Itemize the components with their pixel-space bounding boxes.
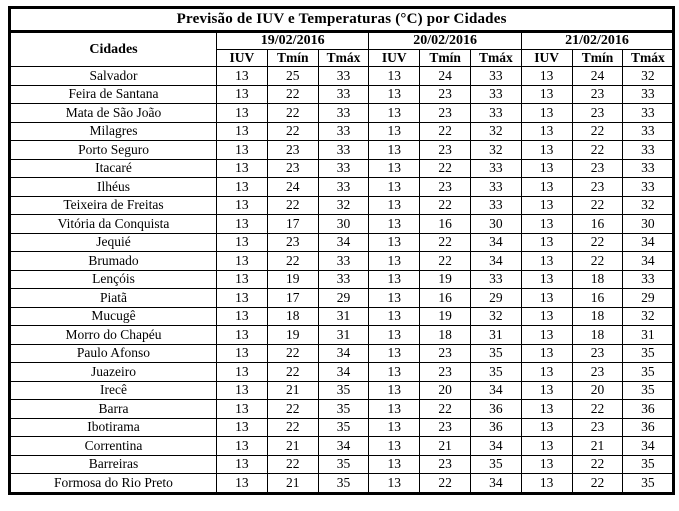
value-cell: 29 [470, 289, 521, 308]
value-cell: 13 [521, 326, 572, 345]
city-cell: Barra [10, 400, 217, 419]
value-cell: 22 [572, 122, 623, 141]
tmax-header: Tmáx [318, 50, 369, 67]
value-cell: 33 [470, 196, 521, 215]
city-cell: Porto Seguro [10, 141, 217, 160]
value-cell: 21 [267, 437, 318, 456]
value-cell: 13 [521, 400, 572, 419]
value-cell: 13 [217, 215, 268, 234]
value-cell: 13 [369, 307, 420, 326]
value-cell: 13 [217, 474, 268, 494]
city-cell: Vitória da Conquista [10, 215, 217, 234]
title-row [10, 8, 674, 32]
table-row [10, 215, 674, 234]
value-cell: 31 [318, 307, 369, 326]
value-cell: 13 [369, 474, 420, 494]
table-row [10, 141, 674, 160]
value-cell: 36 [470, 418, 521, 437]
value-cell: 32 [623, 196, 674, 215]
value-cell: 23 [572, 85, 623, 104]
table-row [10, 455, 674, 474]
value-cell: 13 [521, 455, 572, 474]
value-cell: 33 [470, 178, 521, 197]
value-cell: 13 [217, 270, 268, 289]
city-cell: Barreiras [10, 455, 217, 474]
value-cell: 13 [369, 252, 420, 271]
value-cell: 22 [267, 85, 318, 104]
value-cell: 13 [369, 437, 420, 456]
city-cell: Mucugê [10, 307, 217, 326]
value-cell: 35 [470, 344, 521, 363]
value-cell: 30 [623, 215, 674, 234]
city-cell: Ibotirama [10, 418, 217, 437]
city-cell: Correntina [10, 437, 217, 456]
value-cell: 16 [572, 289, 623, 308]
value-cell: 34 [470, 474, 521, 494]
value-cell: 13 [217, 400, 268, 419]
tmin-header: Tmín [267, 50, 318, 67]
value-cell: 13 [521, 215, 572, 234]
value-cell: 13 [217, 437, 268, 456]
value-cell: 13 [217, 344, 268, 363]
value-cell: 35 [470, 455, 521, 474]
value-cell: 13 [369, 400, 420, 419]
value-cell: 16 [420, 215, 471, 234]
value-cell: 33 [623, 104, 674, 123]
value-cell: 34 [470, 381, 521, 400]
value-cell: 23 [420, 141, 471, 160]
value-cell: 35 [318, 474, 369, 494]
table-row [10, 104, 674, 123]
table-row [10, 400, 674, 419]
value-cell: 32 [318, 196, 369, 215]
table-row [10, 159, 674, 178]
value-cell: 33 [623, 270, 674, 289]
value-cell: 13 [217, 307, 268, 326]
tmax-header: Tmáx [470, 50, 521, 67]
value-cell: 13 [369, 122, 420, 141]
value-cell: 23 [572, 178, 623, 197]
value-cell: 18 [572, 270, 623, 289]
value-cell: 18 [572, 326, 623, 345]
value-cell: 13 [369, 326, 420, 345]
table-row [10, 67, 674, 86]
value-cell: 13 [521, 437, 572, 456]
table-row [10, 289, 674, 308]
value-cell: 23 [267, 159, 318, 178]
value-cell: 23 [420, 363, 471, 382]
value-cell: 33 [470, 159, 521, 178]
value-cell: 13 [369, 104, 420, 123]
city-cell: Formosa do Rio Preto [10, 474, 217, 494]
value-cell: 35 [623, 344, 674, 363]
value-cell: 22 [420, 252, 471, 271]
value-cell: 22 [420, 474, 471, 494]
value-cell: 13 [369, 233, 420, 252]
value-cell: 13 [217, 85, 268, 104]
value-cell: 35 [470, 363, 521, 382]
value-cell: 13 [369, 85, 420, 104]
value-cell: 33 [318, 178, 369, 197]
tmin-header: Tmín [420, 50, 471, 67]
city-cell: Paulo Afonso [10, 344, 217, 363]
value-cell: 21 [267, 381, 318, 400]
value-cell: 35 [623, 363, 674, 382]
value-cell: 33 [470, 67, 521, 86]
value-cell: 30 [318, 215, 369, 234]
value-cell: 35 [318, 455, 369, 474]
city-cell: Jequié [10, 233, 217, 252]
value-cell: 13 [521, 307, 572, 326]
value-cell: 13 [369, 363, 420, 382]
value-cell: 17 [267, 289, 318, 308]
city-cell: Irecê [10, 381, 217, 400]
value-cell: 13 [369, 270, 420, 289]
table-row [10, 437, 674, 456]
value-cell: 25 [267, 67, 318, 86]
value-cell: 36 [623, 400, 674, 419]
table-row [10, 344, 674, 363]
value-cell: 22 [420, 159, 471, 178]
value-cell: 22 [267, 400, 318, 419]
value-cell: 23 [572, 159, 623, 178]
value-cell: 22 [267, 344, 318, 363]
city-cell: Milagres [10, 122, 217, 141]
table-row [10, 474, 674, 494]
value-cell: 24 [572, 67, 623, 86]
table-row [10, 418, 674, 437]
city-column-header: Cidades [10, 32, 217, 67]
value-cell: 23 [420, 104, 471, 123]
table-row [10, 381, 674, 400]
city-cell: Juazeiro [10, 363, 217, 382]
value-cell: 13 [217, 252, 268, 271]
forecast-table-container [8, 6, 675, 495]
value-cell: 34 [623, 233, 674, 252]
value-cell: 35 [623, 474, 674, 494]
value-cell: 13 [369, 159, 420, 178]
value-cell: 13 [369, 344, 420, 363]
value-cell: 22 [420, 400, 471, 419]
value-cell: 13 [369, 196, 420, 215]
value-cell: 13 [521, 381, 572, 400]
value-cell: 13 [217, 363, 268, 382]
value-cell: 23 [572, 104, 623, 123]
value-cell: 33 [318, 159, 369, 178]
value-cell: 13 [369, 215, 420, 234]
value-cell: 34 [318, 233, 369, 252]
value-cell: 13 [521, 141, 572, 160]
city-cell: Teixeira de Freitas [10, 196, 217, 215]
value-cell: 13 [369, 418, 420, 437]
value-cell: 33 [318, 67, 369, 86]
city-cell: Itacaré [10, 159, 217, 178]
value-cell: 33 [470, 85, 521, 104]
value-cell: 22 [572, 196, 623, 215]
value-cell: 23 [267, 141, 318, 160]
value-cell: 18 [572, 307, 623, 326]
value-cell: 13 [217, 122, 268, 141]
date-header-row [10, 32, 674, 50]
value-cell: 23 [572, 418, 623, 437]
value-cell: 34 [623, 437, 674, 456]
value-cell: 13 [369, 67, 420, 86]
value-cell: 34 [470, 437, 521, 456]
value-cell: 13 [521, 122, 572, 141]
value-cell: 21 [572, 437, 623, 456]
value-cell: 22 [572, 141, 623, 160]
value-cell: 32 [470, 307, 521, 326]
value-cell: 35 [318, 381, 369, 400]
value-cell: 20 [572, 381, 623, 400]
value-cell: 34 [623, 252, 674, 271]
iuv-header: IUV [217, 50, 268, 67]
value-cell: 22 [572, 474, 623, 494]
value-cell: 13 [369, 381, 420, 400]
city-cell: Ilhéus [10, 178, 217, 197]
value-cell: 22 [572, 400, 623, 419]
date-header-1: 19/02/2016 [217, 32, 369, 50]
value-cell: 34 [318, 437, 369, 456]
table-row [10, 270, 674, 289]
value-cell: 36 [470, 400, 521, 419]
value-cell: 32 [470, 141, 521, 160]
city-cell: Brumado [10, 252, 217, 271]
value-cell: 13 [521, 104, 572, 123]
value-cell: 18 [267, 307, 318, 326]
value-cell: 23 [267, 233, 318, 252]
table-row [10, 326, 674, 345]
value-cell: 22 [267, 104, 318, 123]
table-row [10, 196, 674, 215]
value-cell: 33 [318, 122, 369, 141]
value-cell: 13 [217, 141, 268, 160]
value-cell: 13 [217, 381, 268, 400]
value-cell: 13 [369, 455, 420, 474]
value-cell: 30 [470, 215, 521, 234]
value-cell: 22 [420, 233, 471, 252]
value-cell: 33 [318, 252, 369, 271]
table-row [10, 252, 674, 271]
value-cell: 29 [623, 289, 674, 308]
tmax-header: Tmáx [623, 50, 674, 67]
value-cell: 13 [521, 159, 572, 178]
value-cell: 13 [217, 159, 268, 178]
value-cell: 35 [318, 418, 369, 437]
value-cell: 13 [217, 196, 268, 215]
value-cell: 13 [521, 233, 572, 252]
value-cell: 13 [217, 455, 268, 474]
value-cell: 34 [318, 363, 369, 382]
value-cell: 23 [420, 455, 471, 474]
value-cell: 24 [420, 67, 471, 86]
value-cell: 22 [572, 233, 623, 252]
city-cell: Morro do Chapéu [10, 326, 217, 345]
value-cell: 19 [420, 307, 471, 326]
value-cell: 32 [623, 307, 674, 326]
iuv-header: IUV [369, 50, 420, 67]
value-cell: 22 [420, 122, 471, 141]
value-cell: 13 [521, 252, 572, 271]
value-cell: 19 [267, 326, 318, 345]
value-cell: 13 [521, 67, 572, 86]
value-cell: 23 [572, 344, 623, 363]
value-cell: 13 [521, 344, 572, 363]
value-cell: 36 [623, 418, 674, 437]
value-cell: 22 [267, 363, 318, 382]
value-cell: 33 [623, 85, 674, 104]
value-cell: 21 [267, 474, 318, 494]
value-cell: 33 [623, 159, 674, 178]
value-cell: 31 [623, 326, 674, 345]
value-cell: 13 [521, 270, 572, 289]
value-cell: 23 [572, 363, 623, 382]
value-cell: 20 [420, 381, 471, 400]
value-cell: 33 [318, 270, 369, 289]
value-cell: 13 [217, 233, 268, 252]
value-cell: 13 [521, 363, 572, 382]
value-cell: 13 [521, 418, 572, 437]
value-cell: 33 [623, 141, 674, 160]
value-cell: 13 [521, 196, 572, 215]
value-cell: 22 [267, 455, 318, 474]
value-cell: 35 [623, 381, 674, 400]
value-cell: 16 [572, 215, 623, 234]
date-header-2: 20/02/2016 [369, 32, 521, 50]
value-cell: 22 [267, 418, 318, 437]
value-cell: 13 [217, 289, 268, 308]
value-cell: 23 [420, 418, 471, 437]
table-row [10, 363, 674, 382]
city-cell: Salvador [10, 67, 217, 86]
value-cell: 21 [420, 437, 471, 456]
table-row [10, 307, 674, 326]
value-cell: 34 [470, 233, 521, 252]
value-cell: 33 [318, 85, 369, 104]
value-cell: 13 [369, 289, 420, 308]
value-cell: 17 [267, 215, 318, 234]
city-cell: Lençóis [10, 270, 217, 289]
value-cell: 22 [267, 122, 318, 141]
value-cell: 13 [521, 85, 572, 104]
value-cell: 35 [318, 400, 369, 419]
value-cell: 33 [470, 104, 521, 123]
value-cell: 13 [217, 67, 268, 86]
value-cell: 18 [420, 326, 471, 345]
value-cell: 35 [623, 455, 674, 474]
value-cell: 29 [318, 289, 369, 308]
value-cell: 13 [217, 104, 268, 123]
value-cell: 13 [521, 289, 572, 308]
value-cell: 24 [267, 178, 318, 197]
value-cell: 13 [217, 326, 268, 345]
table-row [10, 122, 674, 141]
value-cell: 22 [572, 252, 623, 271]
table-title: Previsão de IUV e Temperaturas (°C) por Cidades [10, 8, 674, 32]
value-cell: 13 [369, 178, 420, 197]
table-body [10, 67, 674, 494]
value-cell: 13 [217, 178, 268, 197]
value-cell: 31 [318, 326, 369, 345]
value-cell: 23 [420, 85, 471, 104]
value-cell: 31 [470, 326, 521, 345]
value-cell: 13 [521, 178, 572, 197]
city-cell: Feira de Santana [10, 85, 217, 104]
value-cell: 19 [420, 270, 471, 289]
value-cell: 13 [521, 474, 572, 494]
value-cell: 22 [267, 252, 318, 271]
city-cell: Mata de São João [10, 104, 217, 123]
value-cell: 19 [267, 270, 318, 289]
value-cell: 23 [420, 344, 471, 363]
value-cell: 33 [623, 178, 674, 197]
value-cell: 33 [318, 141, 369, 160]
table-row [10, 233, 674, 252]
value-cell: 33 [318, 104, 369, 123]
value-cell: 32 [470, 122, 521, 141]
value-cell: 16 [420, 289, 471, 308]
forecast-table [8, 6, 675, 495]
value-cell: 22 [572, 455, 623, 474]
value-cell: 23 [420, 178, 471, 197]
date-header-3: 21/02/2016 [521, 32, 674, 50]
iuv-header: IUV [521, 50, 572, 67]
value-cell: 22 [267, 196, 318, 215]
table-row [10, 85, 674, 104]
tmin-header: Tmín [572, 50, 623, 67]
value-cell: 22 [420, 196, 471, 215]
value-cell: 33 [470, 270, 521, 289]
value-cell: 13 [369, 141, 420, 160]
city-cell: Piatã [10, 289, 217, 308]
table-row [10, 178, 674, 197]
value-cell: 34 [318, 344, 369, 363]
value-cell: 32 [623, 67, 674, 86]
value-cell: 34 [470, 252, 521, 271]
value-cell: 13 [217, 418, 268, 437]
value-cell: 33 [623, 122, 674, 141]
